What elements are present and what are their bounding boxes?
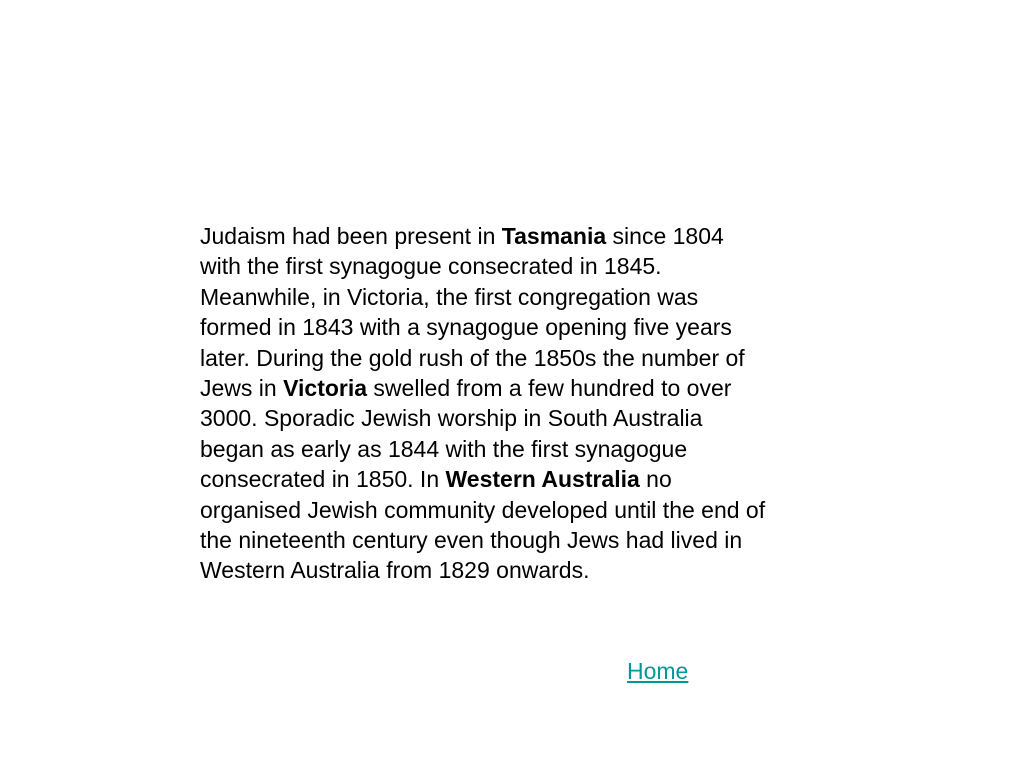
paragraph-line-8: began as early as 1844 with the first synagogue	[200, 435, 688, 462]
paragraph-line-7: 3000. Sporadic Jewish worship in South Australia	[200, 405, 703, 432]
text-segment: no	[639, 466, 672, 493]
paragraph-line-3: Meanwhile, in Victoria, the first congregation was	[200, 283, 699, 310]
paragraph-line-6	[200, 373, 840, 403]
emphasis-victoria: Victoria	[283, 375, 368, 402]
emphasis-western-australia: Western Australia	[445, 466, 640, 493]
paragraph-line-10: organised Jewish community developed until the end of	[200, 496, 766, 523]
text-segment: since 1804	[606, 223, 724, 249]
paragraph-line-4: formed in 1843 with a synagogue opening five years	[200, 314, 732, 341]
text-segment: consecrated in 1850. In	[200, 466, 446, 493]
text-segment: swelled from a few hundred to over	[367, 375, 732, 402]
paragraph-line-11: the nineteenth century even though Jews had lived in	[200, 527, 743, 554]
paragraph-line-12: Western Australia from 1829 onwards.	[200, 557, 590, 584]
paragraph-line-5: later. During the gold rush of the 1850s the number of	[200, 344, 745, 371]
paragraph-line-1	[200, 221, 840, 251]
text-segment: Judaism had been present in	[200, 223, 502, 249]
text-segment: Jews in	[200, 375, 284, 402]
history-paragraph	[200, 221, 840, 586]
paragraph-line-9	[200, 464, 840, 494]
home-link[interactable]: Home	[627, 658, 689, 684]
paragraph-line-2: with the first synagogue consecrated in 1845.	[200, 253, 662, 280]
emphasis-tasmania: Tasmania	[501, 223, 607, 249]
